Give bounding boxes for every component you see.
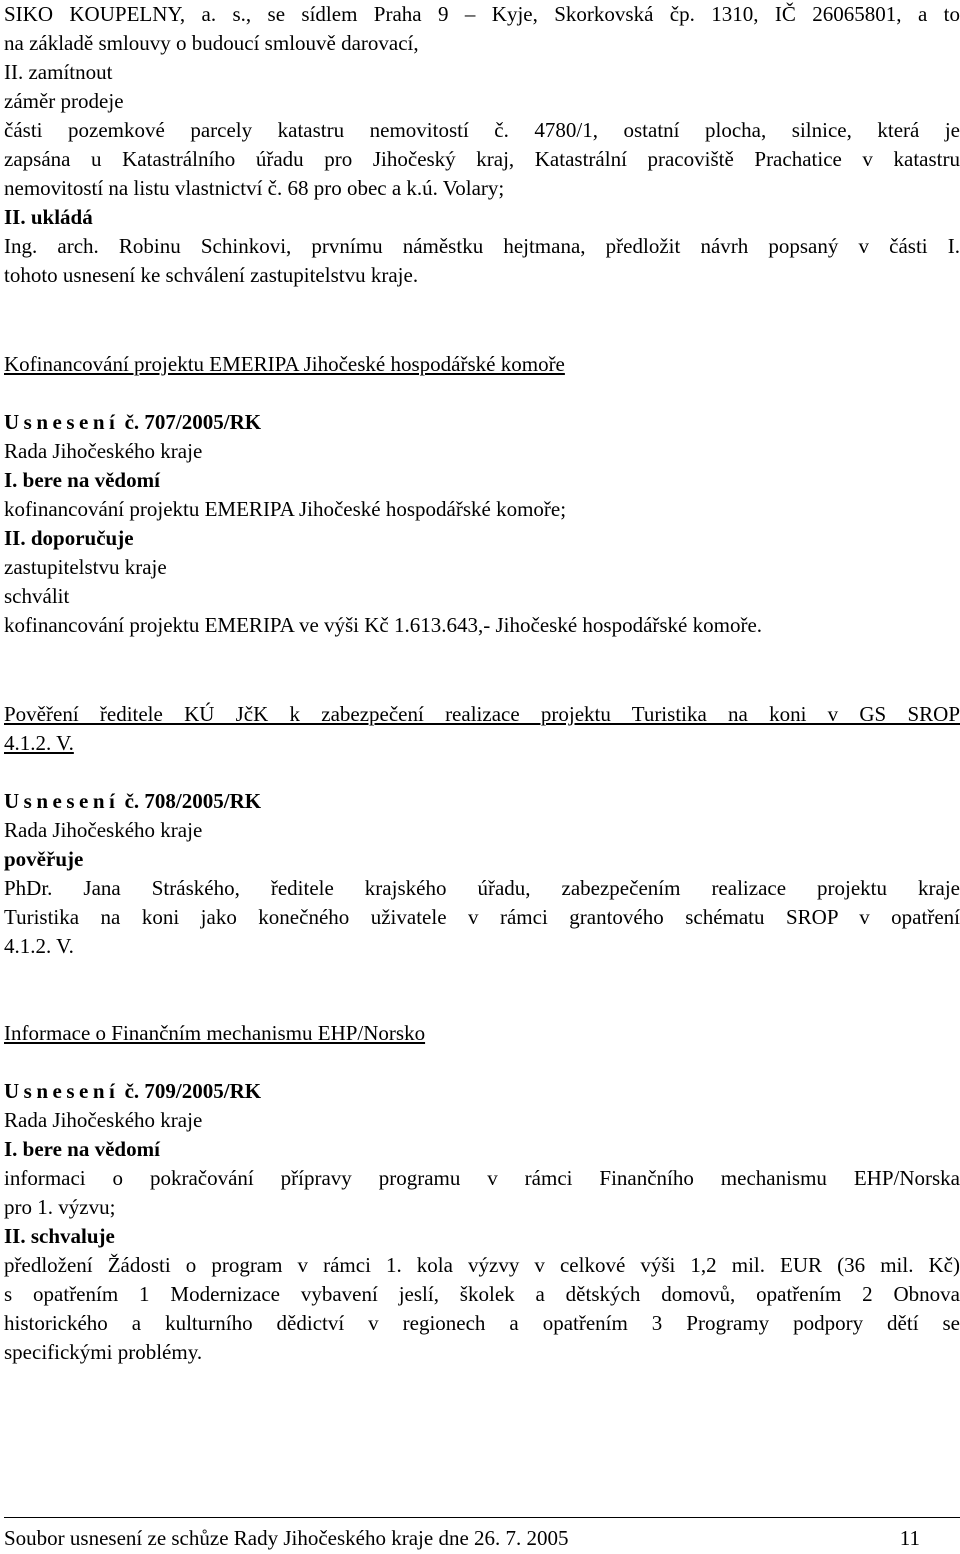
- resolution-body: Rada Jihočeského kraje: [4, 818, 203, 842]
- section-kofinancovani: [4, 350, 960, 640]
- resolution-number: č. 708/2005/RK: [124, 789, 262, 813]
- resolution-number: č. 707/2005/RK: [124, 410, 262, 434]
- item-text-line: kofinancování projektu EMERIPA Jihočeské hospodářské komoře;: [4, 497, 567, 521]
- resolution-body: Rada Jihočeského kraje: [4, 439, 203, 463]
- item-text-line: tohoto usnesení ke schválení zastupitelstvu kraje.: [4, 263, 419, 287]
- item-object: záměr prodeje: [4, 89, 124, 113]
- item-text-line: 4.1.2. V.: [4, 934, 74, 958]
- item-heading: II. zamítnout: [4, 60, 113, 84]
- section-povereni: [4, 700, 960, 961]
- item-heading: II. ukládá: [4, 205, 93, 229]
- item-heading: I. bere na vědomí: [4, 1137, 160, 1161]
- item-text-line: historického a kulturního dědictví v regionech a opatřením 3 Programy podpory dětí se: [4, 1311, 960, 1335]
- intro-block: [4, 0, 960, 290]
- intro-line: na základě smlouvy o budoucí smlouvě darovací,: [4, 31, 419, 55]
- item-text-line: Turistika na koni jako konečného uživatele v rámci grantového schématu SROP v opatření: [4, 905, 960, 929]
- page-number: 11: [899, 1526, 920, 1550]
- section-informace: [4, 1019, 960, 1367]
- section-title: Pověření ředitele KÚ JčK k zabezpečení realizace projektu Turistika na koni v GS SROP: [4, 702, 960, 726]
- section-title: Kofinancování projektu EMERIPA Jihočeské hospodářské komoře: [4, 352, 565, 376]
- item-text-line: nemovitostí na listu vlastnictví č. 68 pro obec a k.ú. Volary;: [4, 176, 505, 200]
- item-text-line: PhDr. Jana Stráského, ředitele krajského úřadu, zabezpečením realizace projektu kraje: [4, 876, 960, 900]
- item-text-line: zapsána u Katastrálního úřadu pro Jihočeský kraj, Katastrální pracoviště Prachatice v katastru: [4, 147, 960, 171]
- item-text-line: zastupitelstvu kraje: [4, 555, 167, 579]
- item-text-line: části pozemkové parcely katastru nemovitostí č. 4780/1, ostatní plocha, silnice, která je: [4, 118, 960, 142]
- item-text-line: Ing. arch. Robinu Schinkovi, prvnímu náměstku hejtmana, předložit návrh popsaný v části I.: [4, 234, 960, 258]
- section-title: Informace o Finančním mechanismu EHP/Norsko: [4, 1021, 426, 1045]
- item-text-line: kofinancování projektu EMERIPA ve výši Kč 1.613.643,- Jihočeské hospodářské komoře.: [4, 613, 763, 637]
- resolution-number: č. 709/2005/RK: [124, 1079, 262, 1103]
- item-heading: I. bere na vědomí: [4, 468, 160, 492]
- item-text-line: s opatřením 1 Modernizace vybavení jeslí, školek a dětských domovů, opatřením 2 Obnova: [4, 1282, 960, 1306]
- footer-text: Soubor usnesení ze schůze Rady Jihočeského kraje dne 26. 7. 2005: [4, 1526, 569, 1550]
- item-heading: pověřuje: [4, 847, 84, 871]
- resolution-word: Usnesení: [4, 789, 120, 813]
- item-heading: II. doporučuje: [4, 526, 134, 550]
- resolution-header: [4, 408, 960, 437]
- item-text-line: informaci o pokračování přípravy programu v rámci Finančního mechanismu EHP/Norska: [4, 1166, 960, 1190]
- resolution-word: Usnesení: [4, 410, 120, 434]
- section-title-cont: 4.1.2. V.: [4, 731, 74, 755]
- intro-line: SIKO KOUPELNY, a. s., se sídlem Praha 9 – Kyje, Skorkovská čp. 1310, IČ 26065801, a to: [4, 2, 960, 26]
- item-text-line: předložení Žádosti o program v rámci 1. kola výzvy v celkové výši 1,2 mil. EUR (36 mil. Kč): [4, 1253, 960, 1277]
- resolution-body: Rada Jihočeského kraje: [4, 1108, 203, 1132]
- item-text-line: schválit: [4, 584, 70, 608]
- resolution-header: [4, 1077, 960, 1106]
- item-heading: II. schvaluje: [4, 1224, 115, 1248]
- item-text-line: specifickými problémy.: [4, 1340, 203, 1364]
- item-text-line: pro 1. výzvu;: [4, 1195, 116, 1219]
- resolution-header: [4, 787, 960, 816]
- page-footer: [4, 1517, 960, 1553]
- resolution-word: Usnesení: [4, 1079, 120, 1103]
